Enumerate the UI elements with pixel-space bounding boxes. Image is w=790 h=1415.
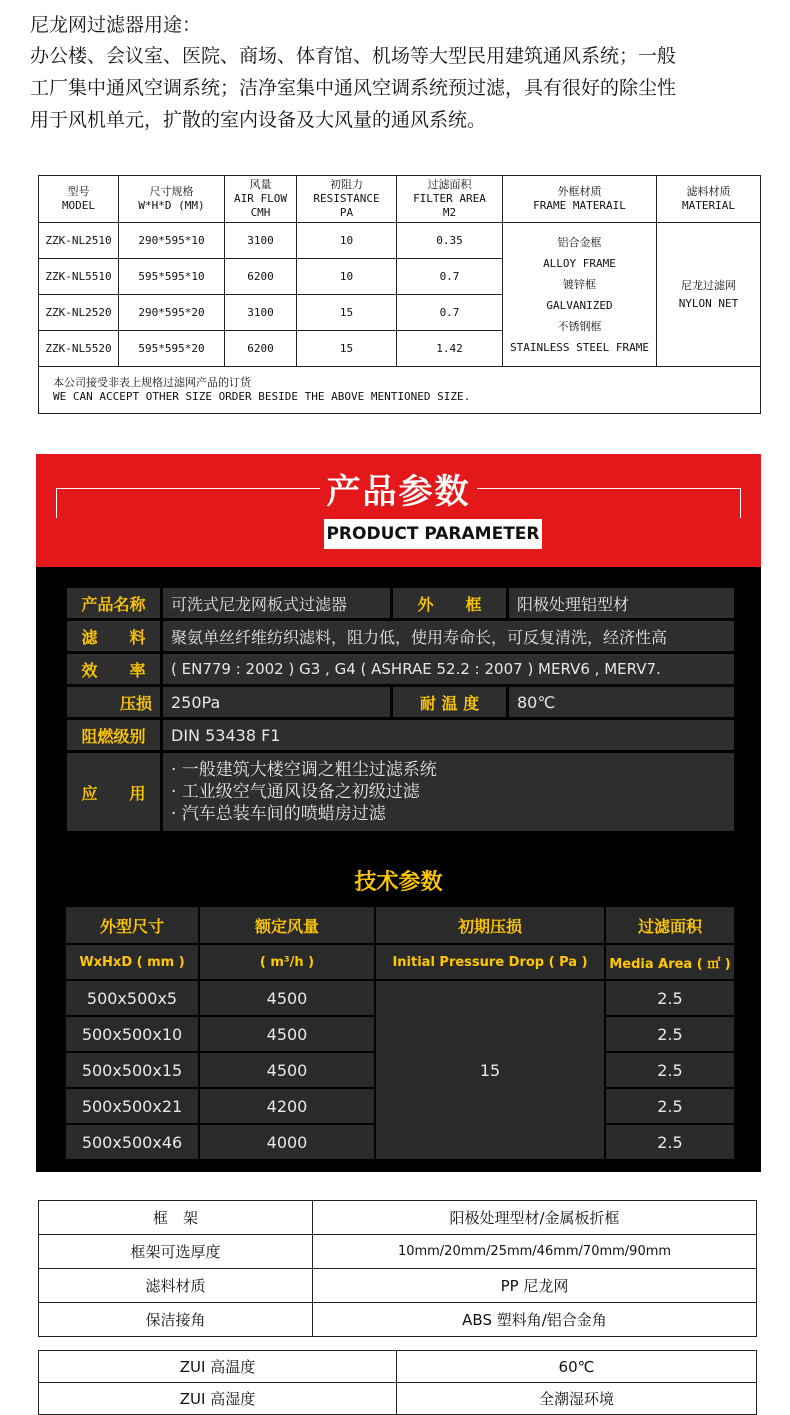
spec-cell: 15 <box>297 295 397 331</box>
intro-line: 办公楼、会议室、医院、商场、体育馆、机场等大型民用建筑通风系统；一般 <box>30 45 677 67</box>
spec-cell: ZZK-NL5510 <box>39 259 119 295</box>
material-value: PP 尼龙网 <box>313 1269 757 1303</box>
spec-note: 本公司接受非表上规格过滤网产品的订货 WE CAN ACCEPT OTHER SIZE ORDER BESIDE THE ABOVE MENTIONED SIZE. <box>39 367 761 414</box>
spec-cell: 595*595*20 <box>119 331 225 367</box>
tech-subheader: Media Area ( ㎡ ) <box>605 944 735 980</box>
intro-title: 尼龙网过滤器用途： <box>30 14 202 36</box>
tech-cell: 4000 <box>199 1124 375 1160</box>
material-label: 保洁接角 <box>39 1303 313 1337</box>
banner-subtitle: PRODUCT PARAMETER <box>324 519 542 549</box>
spec-cell: 0.7 <box>397 295 503 331</box>
table-row <box>66 752 736 833</box>
param-value-application: · 一般建筑大楼空调之粗尘过滤系统 · 工业级空气通风设备之初级过滤 · 汽车总装车间的喷蜡房过滤 <box>162 752 736 833</box>
env-value: 全潮湿环境 <box>397 1383 757 1415</box>
tech-cell: 500x500x10 <box>65 1016 199 1052</box>
param-value: 250Pa <box>162 686 392 719</box>
param-label: 产品名称 <box>66 587 162 620</box>
tech-header: 额定风量 <box>199 906 375 944</box>
tech-pressure-drop: 15 <box>375 980 605 1160</box>
spec-header-frame: 外框材质 FRAME MATERAIL <box>503 176 657 223</box>
tech-subheader: ( m³/h ) <box>199 944 375 980</box>
table-row <box>66 686 736 719</box>
material-table <box>38 1200 757 1337</box>
tech-subheader: WxHxD ( mm ) <box>65 944 199 980</box>
table-row <box>39 1303 757 1337</box>
param-value: ( EN779 : 2002 ) G3 , G4 ( ASHRAE 52.2 : 2007 ) MERV6 , MERV7. <box>162 653 736 686</box>
spec-cell: 3100 <box>225 223 297 259</box>
spec-header-resistance: 初阻力 RESISTANCE PA <box>297 176 397 223</box>
spec-cell: 10 <box>297 223 397 259</box>
tech-cell: 2.5 <box>605 1124 735 1160</box>
intro-line: 工厂集中通风空调系统；洁净室集中通风空调系统预过滤，具有很好的除尘性 <box>30 77 677 99</box>
param-label: 滤 料 <box>66 620 162 653</box>
tech-cell: 500x500x21 <box>65 1088 199 1124</box>
spec-cell: 3100 <box>225 295 297 331</box>
tech-cell: 500x500x15 <box>65 1052 199 1088</box>
spec-cell: 10 <box>297 259 397 295</box>
param-value: DIN 53438 F1 <box>162 719 736 752</box>
spec-cell: ZZK-NL2510 <box>39 223 119 259</box>
table-row <box>39 1269 757 1303</box>
spec-header-row <box>39 176 761 223</box>
spec-cell: ZZK-NL2520 <box>39 295 119 331</box>
spec-header-area: 过滤面积 FILTER AREA M2 <box>397 176 503 223</box>
spec-cell: 15 <box>297 331 397 367</box>
tech-cell: 2.5 <box>605 1016 735 1052</box>
table-row <box>39 1201 757 1235</box>
tech-subheader-row <box>65 944 735 980</box>
material-label: 框 架 <box>39 1201 313 1235</box>
spec-cell: 6200 <box>225 259 297 295</box>
tech-header: 外型尺寸 <box>65 906 199 944</box>
spec-cell: 0.35 <box>397 223 503 259</box>
tech-cell: 2.5 <box>605 1088 735 1124</box>
tech-cell: 4500 <box>199 980 375 1016</box>
spec-cell: 1.42 <box>397 331 503 367</box>
spec-cell: 290*595*10 <box>119 223 225 259</box>
env-label: ZUI 高温度 <box>39 1351 397 1383</box>
product-parameter-banner <box>36 454 761 567</box>
spec-table <box>38 175 761 414</box>
spec-filter-material-cell: 尼龙过滤网 NYLON NET <box>657 223 761 367</box>
param-label: 压损 <box>66 686 162 719</box>
table-row <box>65 980 735 1016</box>
material-value: 10mm/20mm/25mm/46mm/70mm/90mm <box>313 1235 757 1269</box>
banner-title: 产品参数 <box>326 472 471 512</box>
material-label: 框架可选厚度 <box>39 1235 313 1269</box>
intro-section <box>30 10 770 136</box>
material-value: ABS 塑料角/铝合金角 <box>313 1303 757 1337</box>
table-row <box>66 620 736 653</box>
intro-line: 用于风机单元，扩散的室内设备及大风量的通风系统。 <box>30 109 487 131</box>
spec-cell: ZZK-NL5520 <box>39 331 119 367</box>
tech-cell: 500x500x5 <box>65 980 199 1016</box>
spec-cell: 0.7 <box>397 259 503 295</box>
table-row <box>66 719 736 752</box>
param-value: 阳极处理铝型材 <box>508 587 736 620</box>
product-params-table <box>64 585 737 834</box>
environment-table <box>38 1350 757 1415</box>
spec-cell: 6200 <box>225 331 297 367</box>
parameter-panel <box>36 567 761 1172</box>
tech-cell: 2.5 <box>605 980 735 1016</box>
env-value: 60℃ <box>397 1351 757 1383</box>
spec-header-size: 尺寸规格 W*H*D (MM) <box>119 176 225 223</box>
tech-header-row <box>65 906 735 944</box>
env-label: ZUI 高湿度 <box>39 1383 397 1415</box>
table-row <box>66 587 736 620</box>
param-label: 外 框 <box>392 587 508 620</box>
tech-cell: 500x500x46 <box>65 1124 199 1160</box>
param-label: 耐 温 度 <box>392 686 508 719</box>
spec-header-airflow: 风量 AIR FLOW CMH <box>225 176 297 223</box>
param-label: 应 用 <box>66 752 162 833</box>
table-row <box>66 653 736 686</box>
tech-cell: 4200 <box>199 1088 375 1124</box>
param-value: 80℃ <box>508 686 736 719</box>
tech-table <box>64 905 736 1161</box>
param-value: 聚氨单丝纤维纺织滤料，阻力低，使用寿命长，可反复清洗，经济性高 <box>162 620 736 653</box>
spec-frame-material-cell: 铝合金框 ALLOY FRAME 镀锌框 GALVANIZED 不锈钢框 STAINLESS STEEL FRAME <box>503 223 657 367</box>
table-row <box>39 223 761 259</box>
tech-header: 过滤面积 <box>605 906 735 944</box>
spec-cell: 290*595*20 <box>119 295 225 331</box>
spec-note-row <box>39 367 761 414</box>
tech-cell: 2.5 <box>605 1052 735 1088</box>
material-value: 阳极处理型材/金属板折框 <box>313 1201 757 1235</box>
tech-cell: 4500 <box>199 1052 375 1088</box>
table-row <box>39 1235 757 1269</box>
tech-subheader: Initial Pressure Drop ( Pa ) <box>375 944 605 980</box>
param-label: 效 率 <box>66 653 162 686</box>
param-value: 可洗式尼龙网板式过滤器 <box>162 587 392 620</box>
tech-header: 初期压损 <box>375 906 605 944</box>
tech-title: 技术参数 <box>354 870 443 895</box>
material-label: 滤料材质 <box>39 1269 313 1303</box>
table-row <box>39 1351 757 1383</box>
spec-header-material: 滤料材质 MATERIAL <box>657 176 761 223</box>
spec-header-model: 型号 MODEL <box>39 176 119 223</box>
param-label: 阻燃级别 <box>66 719 162 752</box>
spec-cell: 595*595*10 <box>119 259 225 295</box>
tech-cell: 4500 <box>199 1016 375 1052</box>
